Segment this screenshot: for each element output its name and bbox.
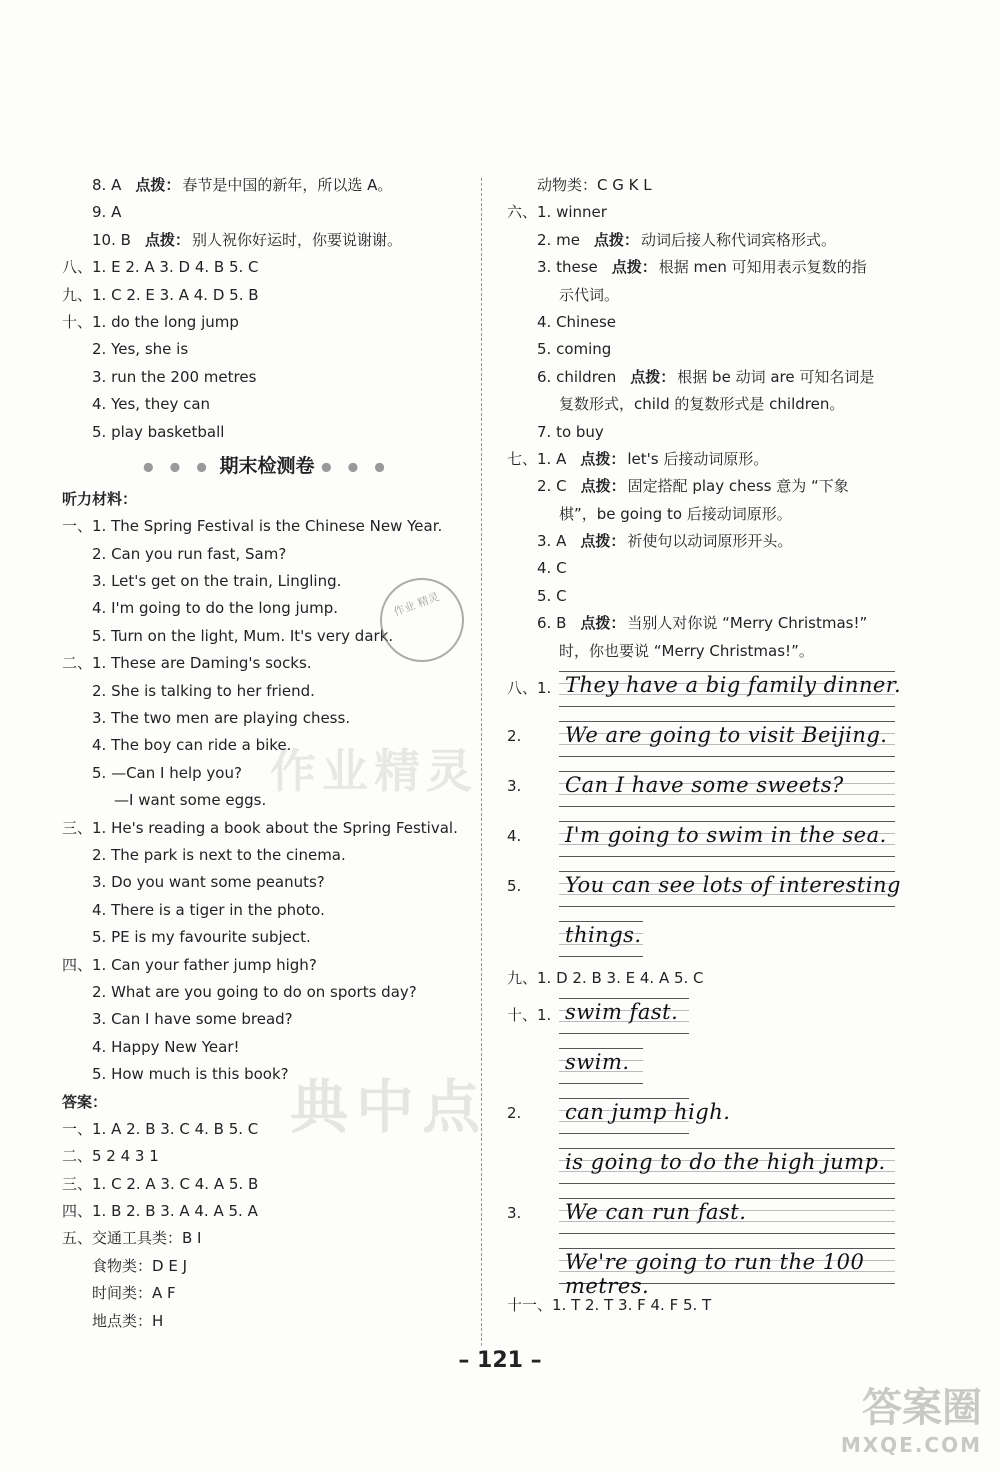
right-answers — [507, 172, 907, 665]
handwriting-row — [507, 1242, 907, 1299]
handwriting-section-10 — [507, 992, 907, 1299]
text-row: 三、1. He's reading a book about the Spring Festival. — [62, 818, 458, 837]
answer-row — [507, 555, 907, 582]
hint-text: 当别人对你说 “Merry Christmas!” — [627, 614, 868, 633]
text-row: 一、1. The Spring Festival is the Chinese New Year. — [62, 517, 443, 536]
answer-row — [507, 583, 907, 610]
answer-number: 5. coming — [537, 340, 612, 359]
text-row: 2. What are you going to do on sports day? — [92, 982, 417, 1001]
text-row: —I want some eggs. — [114, 791, 267, 810]
answer-row — [507, 336, 907, 363]
question-number: 4. — [507, 827, 522, 846]
answer-row — [507, 446, 907, 473]
handwritten-answer: I'm going to swim in the sea. — [565, 823, 887, 848]
answer-row — [62, 282, 472, 309]
text-row: 二、5 2 4 3 1 — [62, 1147, 159, 1166]
answer-row — [62, 391, 472, 418]
text-row: 3. The two men are playing chess. — [92, 709, 351, 728]
answer-row — [62, 254, 472, 281]
answer-number: 6. children — [537, 367, 617, 386]
hint-text: 根据 men 可知用表示复数的指 — [658, 258, 867, 277]
handwriting-row — [507, 865, 907, 915]
answer-row — [62, 419, 472, 446]
question-number: 2. — [507, 1104, 522, 1123]
text-row: 时间类：A F — [92, 1284, 176, 1303]
handwritten-answer: You can see lots of interesting — [565, 873, 901, 898]
handwriting-row — [507, 1142, 907, 1192]
text-row: 5. PE is my favourite subject. — [92, 928, 311, 947]
question-number: 十、1. — [507, 1006, 552, 1025]
answer-row — [507, 610, 907, 637]
answer-row-9: 九、1. D 2. B 3. E 4. A 5. C — [507, 969, 704, 988]
hint-text: 春节是中国的新年，所以选 A。 — [182, 176, 393, 194]
handwritten-answer: We're going to run the 100 metres. — [565, 1250, 865, 1299]
answer-row — [507, 199, 907, 226]
hint-label: 点拨： — [593, 230, 639, 249]
corner-logo-text: 答案圈 — [862, 1385, 982, 1431]
text-row: 五、交通工具类：B I — [62, 1229, 202, 1248]
answer-row — [507, 419, 907, 446]
handwriting-row — [507, 1192, 907, 1242]
answer-number: 4. Yes, they can — [92, 395, 211, 414]
hint-text: 根据 be 动词 are 可知名词是 — [677, 367, 875, 386]
text-row: 2. Can you run fast, Sam? — [92, 544, 287, 563]
text-row: 2. She is talking to her friend. — [92, 681, 315, 700]
text-row: 食物类：D E J — [92, 1256, 187, 1275]
handwriting-row — [507, 915, 907, 965]
answer-row — [62, 199, 472, 226]
answer-number: 六、1. winner — [507, 203, 607, 222]
answer-row — [507, 254, 907, 281]
hint-label: 点拨： — [144, 230, 190, 249]
text-row: 4. I'm going to do the long jump. — [92, 599, 339, 618]
watermark-logo-text: 典中点 — [290, 1073, 489, 1141]
handwritten-answer: swim. — [565, 1050, 630, 1075]
section-title: 期末检测卷 — [219, 454, 315, 477]
handwriting-row — [507, 1042, 907, 1092]
question-number: 5. — [507, 877, 522, 896]
answer-number: 3. run the 200 metres — [92, 367, 257, 386]
hint-text: 动词后接人称代词宾格形式。 — [640, 230, 836, 249]
text-row: 4. There is a tiger in the photo. — [92, 900, 325, 919]
handwritten-answer: is going to do the high jump. — [565, 1150, 886, 1175]
answer-row — [62, 364, 472, 391]
answer-row — [62, 172, 472, 199]
answer-number: 八、1. E 2. A 3. D 4. B 5. C — [62, 258, 259, 277]
text-row: 4. The boy can ride a bike. — [92, 736, 292, 755]
handwriting-row — [507, 665, 907, 715]
answer-number: 5. C — [537, 586, 567, 605]
answer-number: 6. B — [537, 614, 567, 633]
text-row: 5. Turn on the light, Mum. It's very dark. — [92, 626, 394, 645]
text-row: 3. Do you want some peanuts? — [92, 873, 325, 892]
answer-row — [507, 473, 907, 500]
answer-number: 3. these — [537, 258, 598, 277]
answer-row — [507, 364, 907, 391]
answer-number: 8. A — [92, 176, 122, 194]
answer-row — [507, 282, 907, 309]
answer-row-11: 十一、1. T 2. T 3. F 4. F 5. T — [507, 1296, 712, 1315]
answer-number: 4. Chinese — [537, 312, 617, 331]
hint-label: 点拨： — [135, 176, 181, 194]
text-row: 地点类：H — [92, 1311, 164, 1330]
question-number: 3. — [507, 1204, 522, 1223]
answer-row — [62, 227, 472, 254]
column-divider — [481, 178, 482, 1346]
handwriting-section-8 — [507, 665, 907, 965]
answer-number: 2. Yes, she is — [92, 340, 189, 359]
answer-row — [62, 309, 472, 336]
handwritten-answer: can jump high. — [565, 1100, 731, 1125]
question-number: 八、1. — [507, 679, 552, 698]
hint-text: 别人祝你好运时，你要说谢谢。 — [191, 230, 402, 249]
question-number: 3. — [507, 777, 522, 796]
page-number: – 121 – — [458, 1348, 542, 1373]
right-column — [507, 172, 907, 1320]
answer-row — [507, 528, 907, 555]
heading-dots-left: ● ● ● — [143, 459, 213, 474]
answer-row — [507, 501, 907, 528]
text-row: 3. Can I have some bread? — [92, 1010, 293, 1029]
answer-number: 十、1. do the long jump — [62, 312, 239, 331]
corner-logo-url: MXQE.COM — [840, 1433, 982, 1457]
listening-label: 听力材料： — [62, 489, 138, 508]
text-row: 5. How much is this book? — [92, 1065, 289, 1084]
text-row: 2. The park is next to the cinema. — [92, 845, 346, 864]
answer-row — [507, 227, 907, 254]
handwritten-answer: We can run fast. — [565, 1200, 747, 1225]
answer-row — [507, 172, 907, 199]
hint-label: 点拨： — [580, 532, 626, 551]
section-heading — [62, 446, 472, 486]
answer-number: 7. to buy — [537, 422, 604, 441]
text-row: 5. —Can I help you? — [92, 763, 242, 782]
handwritten-answer: Can I have some sweets? — [565, 773, 844, 798]
text-row: 一、1. A 2. B 3. C 4. B 5. C — [62, 1119, 259, 1138]
answer-number: 九、1. C 2. E 3. A 4. D 5. B — [62, 285, 259, 304]
answers-list — [62, 1116, 472, 1335]
answer-number: 10. B — [92, 230, 131, 249]
watermark-text: 作业精灵 — [270, 744, 478, 798]
hint-text: let's 后接动词原形。 — [627, 449, 769, 468]
handwriting-row — [507, 715, 907, 765]
hint-label: 点拨： — [630, 367, 676, 386]
handwritten-answer: We are going to visit Beijing. — [565, 723, 888, 748]
hint-text: 固定搭配 play chess 意为 “下象 — [627, 477, 849, 496]
answer-number: 2. me — [537, 230, 580, 249]
answer-row — [507, 638, 907, 665]
handwritten-answer: things. — [565, 923, 642, 948]
corner-logo — [782, 1376, 982, 1457]
text-row: 4. Happy New Year! — [92, 1037, 240, 1056]
left-top-answers — [62, 172, 472, 446]
answer-number: 3. A — [537, 532, 567, 551]
answer-number: 示代词。 — [559, 285, 620, 304]
answer-row — [507, 391, 907, 418]
handwritten-answer: swim fast. — [565, 1000, 679, 1025]
text-row: 三、1. C 2. A 3. C 4. A 5. B — [62, 1174, 259, 1193]
text-row: 3. Let's get on the train, Lingling. — [92, 572, 342, 591]
handwriting-row — [507, 1092, 907, 1142]
hint-text: 祈使句以动词原形开头。 — [627, 532, 793, 551]
answer-label: 答案： — [62, 1092, 108, 1111]
heading-dots-right: ● ● ● — [321, 459, 391, 474]
text-row: 四、1. B 2. B 3. A 4. A 5. A — [62, 1202, 258, 1221]
hint-label: 点拨： — [580, 449, 626, 468]
handwriting-row — [507, 992, 907, 1042]
hint-label: 点拨： — [580, 614, 626, 633]
answer-row — [62, 336, 472, 363]
stamp-logo: 作业 精灵 — [368, 566, 476, 674]
answer-number: 棋”，be going to 后接动词原形。 — [559, 504, 792, 523]
text-row: 四、1. Can your father jump high? — [62, 955, 317, 974]
answer-number: 复数形式，child 的复数形式是 children。 — [559, 395, 845, 414]
text-row: 二、1. These are Daming's socks. — [62, 654, 312, 673]
answer-number: 9. A — [92, 203, 122, 222]
handwritten-answer: They have a big family dinner. — [565, 673, 902, 698]
answer-number: 4. C — [537, 559, 567, 578]
answer-row — [507, 309, 907, 336]
hint-label: 点拨： — [611, 258, 657, 277]
answer-number: 动物类：C G K L — [537, 176, 652, 194]
handwriting-row — [507, 765, 907, 815]
hint-label: 点拨： — [580, 477, 626, 496]
answer-number: 时，你也要说 “Merry Christmas!”。 — [559, 641, 814, 660]
answer-number: 5. play basketball — [92, 422, 225, 441]
answer-number: 2. C — [537, 477, 567, 496]
question-number: 2. — [507, 727, 522, 746]
answer-number: 七、1. A — [507, 449, 567, 468]
handwriting-row — [507, 815, 907, 865]
